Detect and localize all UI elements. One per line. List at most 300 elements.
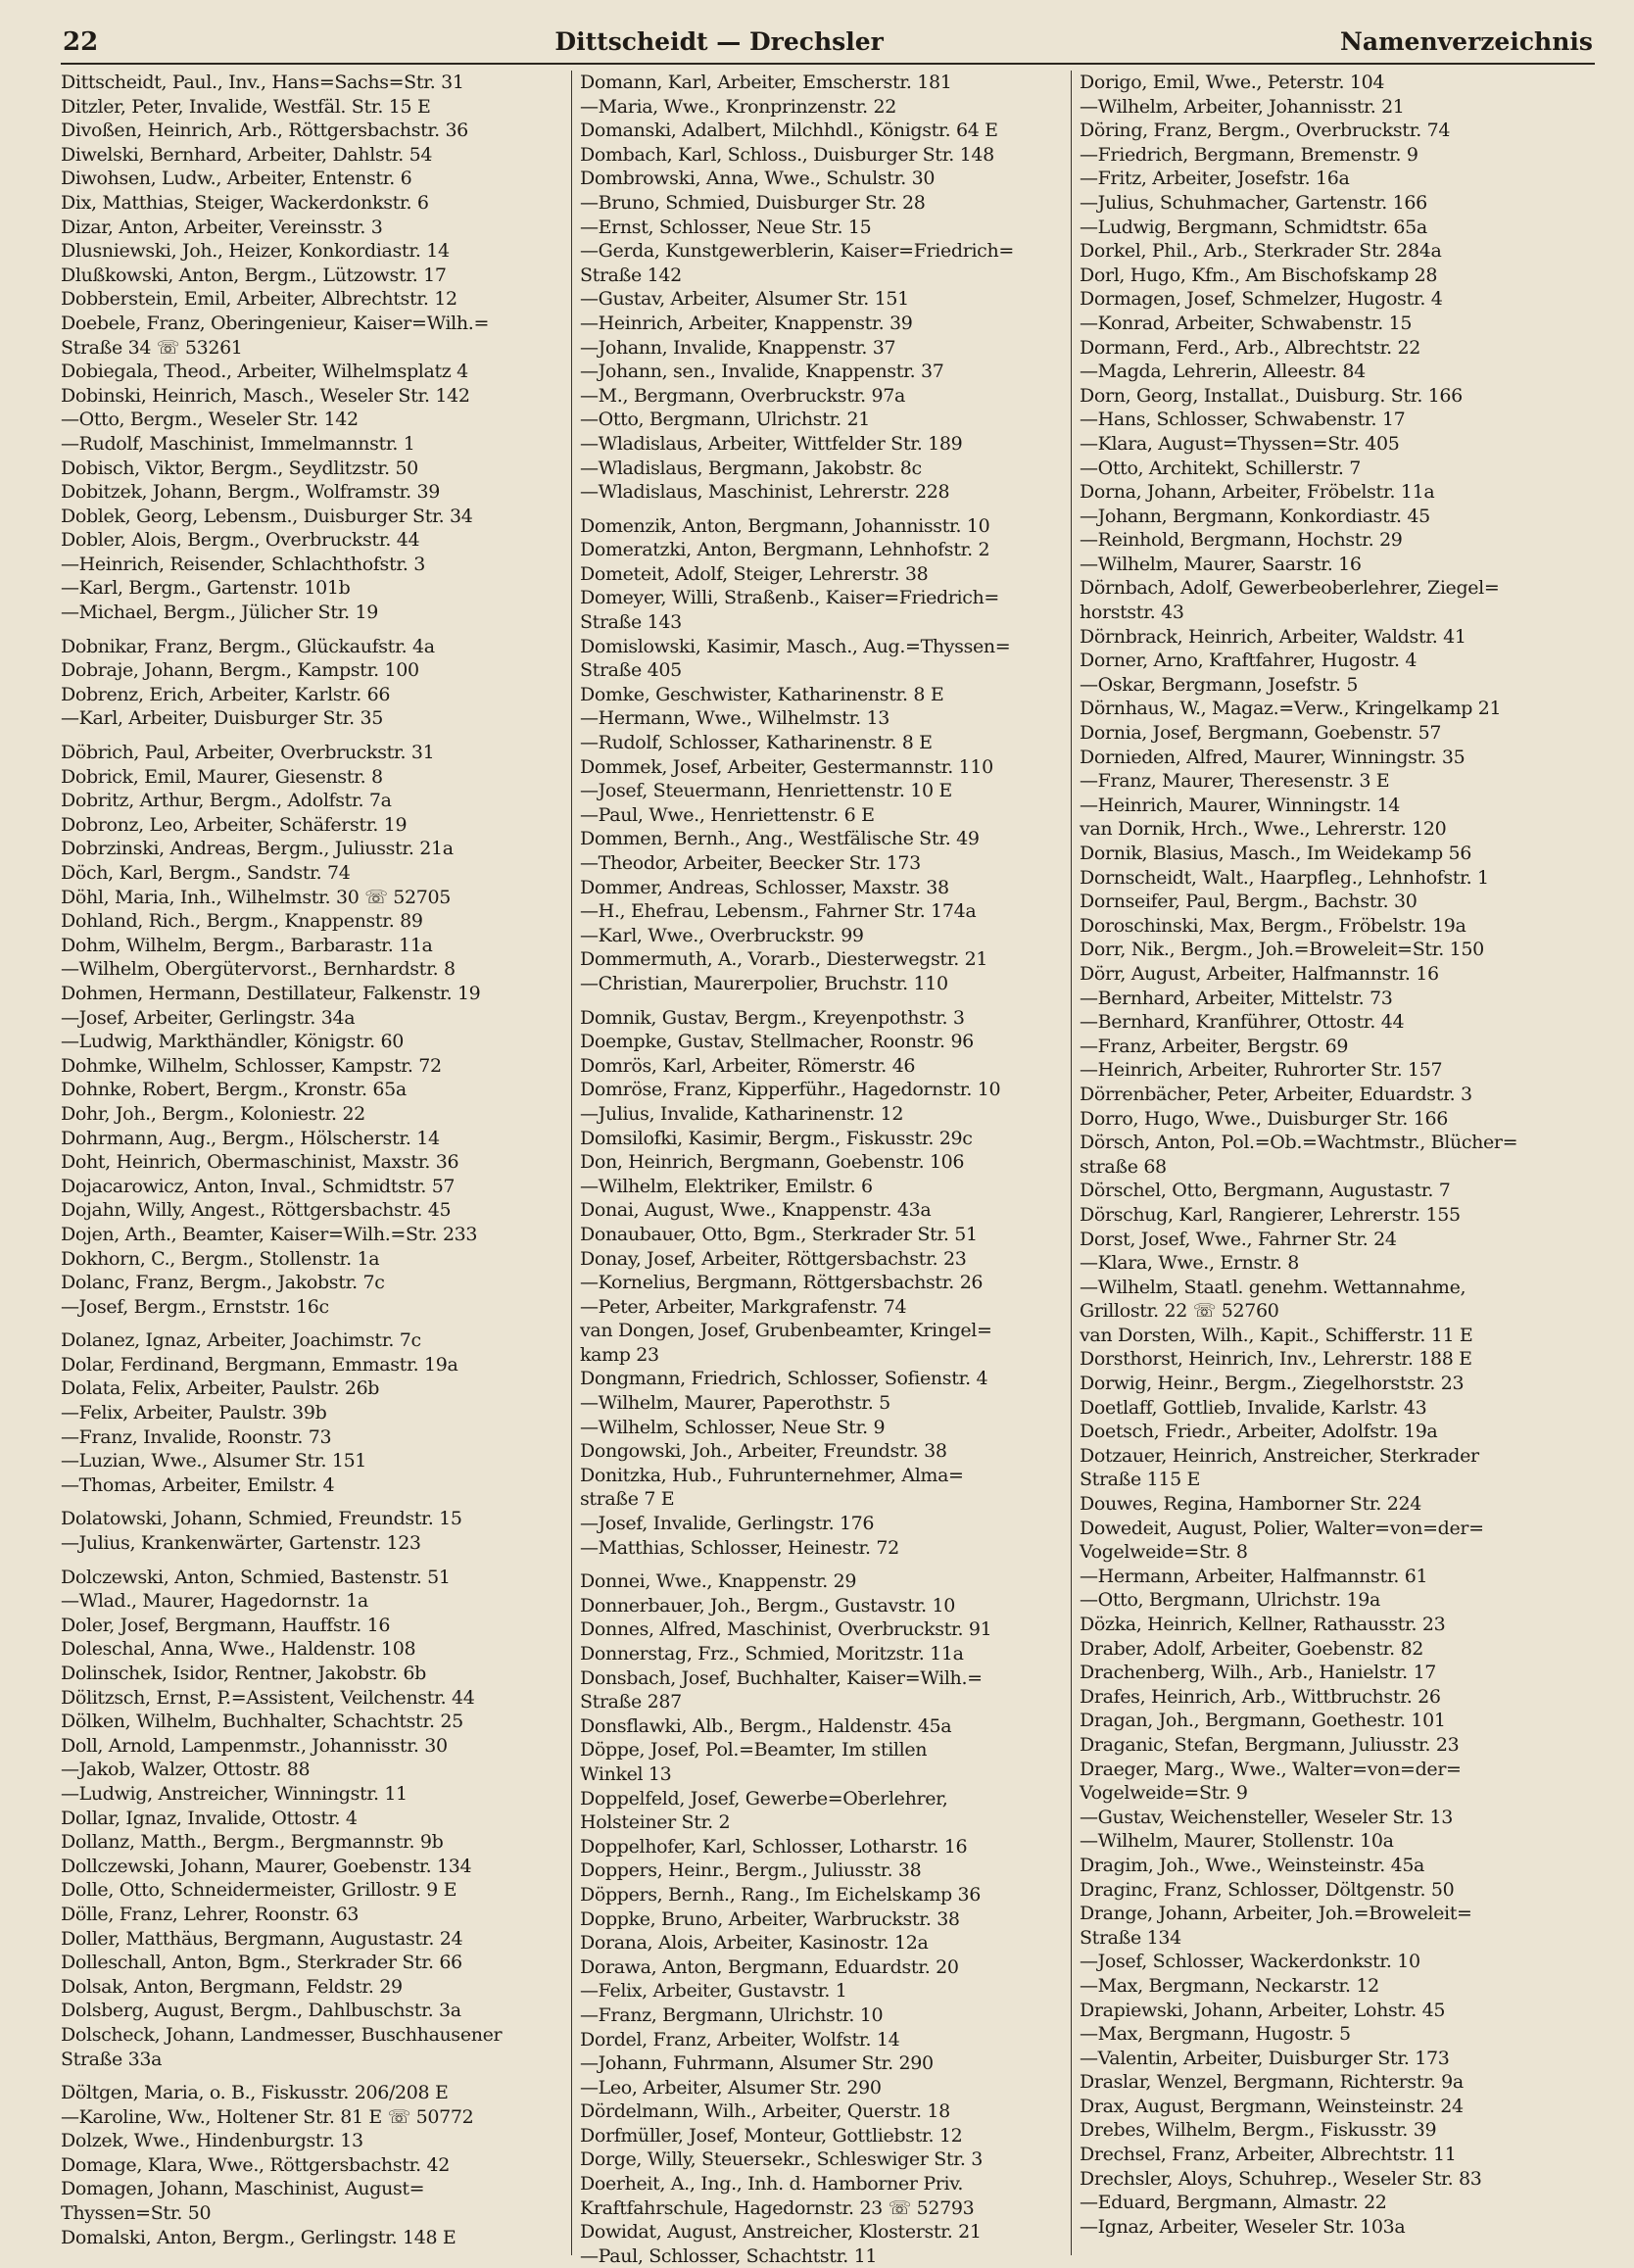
- directory-entry: [61, 1855, 567, 1879]
- directory-entry: [61, 837, 567, 861]
- entry-line: Dolzek, Wwe., Hindenburgstr. 13: [61, 2130, 363, 2152]
- entry-line: Dobrick, Emil, Maurer, Giesenstr. 8: [61, 765, 383, 788]
- directory-entry: [1080, 432, 1593, 457]
- directory-entry: [61, 408, 567, 432]
- entry-line: Dolatowski, Johann, Schmied, Freundstr. 15: [61, 1508, 462, 1530]
- directory-entry: [61, 143, 567, 168]
- entry-line: Dorge, Willy, Steuersekr., Schleswiger Str. 3: [580, 2148, 983, 2171]
- entry-line: —Heinrich, Maurer, Winningstr. 14: [1080, 794, 1400, 816]
- entry-line: Dorsthorst, Heinrich, Inv., Lehrerstr. 188 E: [1080, 1348, 1472, 1371]
- entry-line: —Wilhelm, Maurer, Stollenstr. 10a: [1080, 1830, 1394, 1853]
- entry-line: —Franz, Invalide, Roonstr. 73: [61, 1425, 332, 1448]
- entry-line: —Peter, Arbeiter, Markgrafenstr. 74: [580, 1295, 907, 1318]
- directory-entry: [61, 813, 567, 838]
- entry-line: Doerheit, A., Ing., Inh. d. Hamborner Priv.: [580, 2173, 964, 2196]
- directory-entry: [61, 1175, 567, 1199]
- entry-line: Dombrowski, Anna, Wwe., Schulstr. 30: [580, 168, 936, 190]
- directory-entry: [61, 1078, 567, 1102]
- directory-entry: [1080, 2070, 1593, 2095]
- directory-entry: [1080, 287, 1593, 312]
- directory-entry: [580, 143, 1067, 168]
- entry-line: Domeyer, Willi, Straßenb., Kaiser=Friedrich=: [580, 587, 999, 609]
- entry-line: —Felix, Arbeiter, Gustavstr. 1: [580, 1980, 847, 2003]
- entry-line: Domsilofki, Kasimir, Bergm., Fiskusstr. 29c: [580, 1127, 973, 1149]
- entry-line: Dörschel, Otto, Bergmann, Augustastr. 7: [1080, 1180, 1451, 1202]
- entry-line: Drapiewski, Johann, Arbeiter, Lohstr. 45: [1080, 1999, 1446, 2021]
- directory-entry: [61, 1150, 567, 1175]
- directory-entry: [1080, 167, 1593, 191]
- entry-line: Dorro, Hugo, Wwe., Duisburger Str. 166: [1080, 1107, 1448, 1130]
- entry-line: —Julius, Schuhmacher, Gartenstr. 166: [1080, 191, 1427, 214]
- entry-line: —Oskar, Bergmann, Josefstr. 5: [1080, 673, 1359, 696]
- directory-entry: [580, 191, 1067, 216]
- directory-entry: [580, 1078, 1067, 1102]
- directory-entry: [61, 1758, 567, 1782]
- page-number: 22: [63, 27, 99, 57]
- directory-entry: [61, 1030, 567, 1054]
- entry-line: Döhl, Maria, Inh., Wilhelmstr. 30 ☏ 52705: [61, 886, 452, 908]
- entry-line: Dommer, Andreas, Schlosser, Maxstr. 38: [580, 876, 949, 898]
- directory-entry: [61, 360, 567, 384]
- entry-line: —Christian, Maurerpolier, Bruchstr. 110: [580, 972, 948, 994]
- entry-line: Douwes, Regina, Hamborner Str. 224: [1080, 1493, 1421, 1516]
- entry-line: Dlusniewski, Joh., Heizer, Konkordiastr. 14: [61, 240, 450, 263]
- directory-entry: [580, 480, 1067, 505]
- directory-entry: [580, 972, 1067, 996]
- directory-entry: [580, 1054, 1067, 1079]
- entry-line: Dobisch, Viktor, Bergm., Seydlitzstr. 50: [61, 457, 418, 479]
- entry-line: Domalski, Anton, Bergm., Gerlingstr. 148 E: [61, 2226, 457, 2248]
- directory-entry: [580, 360, 1067, 384]
- directory-entry: [1080, 2167, 1593, 2192]
- entry-line: Dongmann, Friedrich, Schlosser, Sofienstr. 4: [580, 1368, 988, 1390]
- directory-entry: [1080, 1685, 1593, 1710]
- directory-entry: [580, 1883, 1067, 1907]
- directory-entry: [1080, 1806, 1593, 1830]
- entry-line: —Heinrich, Arbeiter, Ruhrorter Str. 157: [1080, 1059, 1443, 1082]
- directory-entry: [1080, 1420, 1593, 1444]
- directory-entry: [61, 683, 567, 707]
- entry-line: Don, Heinrich, Bergmann, Goebenstr. 106: [580, 1151, 965, 1174]
- directory-entry: [580, 1030, 1067, 1054]
- entry-line: Dommen, Bernh., Ang., Westfälische Str. 49: [580, 828, 980, 850]
- entry-line: Drechsler, Aloys, Schuhrep., Weseler Str. 83: [1080, 2167, 1482, 2190]
- directory-entry: [61, 167, 567, 191]
- directory-entry: [580, 1594, 1067, 1618]
- entry-line: —Johann, Invalide, Knappenstr. 37: [580, 336, 896, 359]
- directory-entry: [61, 957, 567, 982]
- directory-entry: [580, 803, 1067, 828]
- directory-entry: [61, 886, 567, 910]
- directory-entry: [580, 2244, 1067, 2268]
- directory-entry: [580, 1738, 1067, 1786]
- directory-entry: [1080, 1588, 1593, 1613]
- entry-line: —Karl, Arbeiter, Duisburger Str. 35: [61, 707, 383, 730]
- directory-entry: [1080, 1829, 1593, 1854]
- entry-line: —Julius, Krankenwärter, Gartenstr. 123: [61, 1532, 421, 1555]
- entry-line: Dorana, Alois, Arbeiter, Kasinostr. 12a: [580, 1932, 929, 1954]
- entry-line: —Hans, Schlosser, Schwabenstr. 17: [1080, 409, 1406, 431]
- entry-line: —Thomas, Arbeiter, Emilstr. 4: [61, 1473, 335, 1496]
- entry-line: Dörr, August, Arbeiter, Halfmannstr. 16: [1080, 962, 1439, 985]
- entry-line: Dolleschall, Anton, Bgm., Sterkrader Str. 66: [61, 1952, 462, 1974]
- directory-entry: [580, 1102, 1067, 1127]
- entry-line: Döch, Karl, Bergm., Sandstr. 74: [61, 862, 351, 884]
- entry-line: Domage, Klara, Wwe., Röttgersbachstr. 42: [61, 2153, 451, 2176]
- entry-line: Donay, Josef, Arbeiter, Röttgersbachstr. 23: [580, 1247, 967, 1270]
- entry-continuation: Straße 115 E: [1080, 1469, 1201, 1491]
- directory-entry: [580, 216, 1067, 240]
- entry-line: Draslar, Wenzel, Bergmann, Richterstr. 9a: [1080, 2071, 1464, 2094]
- entry-line: Diwelski, Bernhard, Arbeiter, Dahlstr. 54: [61, 143, 433, 166]
- entry-line: Doebele, Franz, Oberingenieur, Kaiser=Wilh.=: [61, 312, 490, 334]
- directory-entry: [61, 1975, 567, 2000]
- entry-line: —Karl, Bergm., Gartenstr. 101b: [61, 577, 351, 600]
- directory-entry: [1080, 2143, 1593, 2167]
- directory-entry: [1080, 528, 1593, 553]
- directory-entry: [1080, 2215, 1593, 2240]
- entry-line: —Wilhelm, Elektriker, Emilstr. 6: [580, 1175, 873, 1197]
- directory-entry: [61, 1102, 567, 1127]
- entry-line: —Heinrich, Arbeiter, Knappenstr. 39: [580, 312, 913, 334]
- directory-entry: [61, 1449, 567, 1473]
- entry-line: —Konrad, Arbeiter, Schwabenstr. 15: [1080, 312, 1413, 334]
- directory-entry: [1080, 312, 1593, 336]
- entry-line: Dörrenbächer, Peter, Arbeiter, Eduardstr. 3: [1080, 1083, 1472, 1105]
- directory-entry: [61, 1127, 567, 1151]
- entry-continuation: Straße 134: [1080, 1926, 1181, 1949]
- entry-line: Döppe, Josef, Pol.=Beamter, Im stillen: [580, 1739, 928, 1761]
- directory-entry: [580, 538, 1067, 562]
- entry-line: —Michael, Bergm., Jülicher Str. 19: [61, 602, 378, 624]
- entry-line: Dobrzinski, Andreas, Bergm., Juliusstr. 21a: [61, 838, 454, 860]
- entry-line: —Heinrich, Reisender, Schlachthofstr. 3: [61, 553, 426, 575]
- directory-entry: [1080, 1613, 1593, 1637]
- directory-entry: [61, 2177, 567, 2225]
- directory-entry: [1080, 1637, 1593, 1662]
- directory-entry: [580, 947, 1067, 972]
- entry-line: —H., Ehefrau, Lebensm., Fahrner Str. 174a: [580, 900, 977, 923]
- entry-line: Dowedeit, August, Polier, Walter=von=der=: [1080, 1517, 1484, 1539]
- entry-line: Doppelhofer, Karl, Schlosser, Lotharstr. 16: [580, 1835, 968, 1858]
- entry-continuation: Straße 34 ☏ 53261: [61, 336, 243, 359]
- directory-entry: [580, 1536, 1067, 1561]
- directory-entry: [61, 1830, 567, 1855]
- directory-entry: [61, 1710, 567, 1734]
- directory-entry: [1080, 842, 1593, 866]
- entry-line: Dombach, Karl, Schloss., Duisburger Str. 148: [580, 143, 994, 166]
- entry-line: Dörnbrack, Heinrich, Arbeiter, Waldstr. 41: [1080, 625, 1466, 648]
- entry-line: Dorkel, Phil., Arb., Sterkrader Str. 284a: [1080, 240, 1442, 263]
- entry-line: Domeratzki, Anton, Bergmann, Lehnhofstr. 2: [580, 539, 990, 561]
- directory-entry: [580, 408, 1067, 432]
- entry-line: —Franz, Bergmann, Ulrichstr. 10: [580, 2003, 884, 2026]
- entry-line: Dommermuth, A., Vorarb., Diesterwegstr. 21: [580, 948, 988, 971]
- entry-line: Dowidat, August, Anstreicher, Klosterstr. 21: [580, 2221, 982, 2244]
- directory-entry: [61, 1999, 567, 2023]
- directory-entry: [1080, 1179, 1593, 1203]
- directory-entry: [61, 601, 567, 625]
- directory-entry: [61, 2129, 567, 2153]
- directory-entry: [580, 2051, 1067, 2076]
- directory-entry: [61, 635, 567, 659]
- directory-entry: [580, 731, 1067, 755]
- directory-entry: [580, 457, 1067, 481]
- entry-line: —Bernhard, Kranführer, Ottostr. 44: [1080, 1011, 1405, 1034]
- entry-line: Dobrenz, Erich, Arbeiter, Karlstr. 66: [61, 683, 391, 705]
- entry-line: Domröse, Franz, Kipperführ., Hagedornstr. 10: [580, 1079, 1001, 1101]
- entry-line: —Karoline, Ww., Holtener Str. 81 E ☏ 50772: [61, 2105, 474, 2128]
- directory-entry: [580, 167, 1067, 191]
- directory-entry: [61, 457, 567, 481]
- entry-line: Dornia, Josef, Bergmann, Goebenstr. 57: [1080, 722, 1442, 745]
- directory-entry: [580, 1006, 1067, 1031]
- directory-entry: [580, 924, 1067, 948]
- entry-line: Dokhorn, C., Bergm., Stollenstr. 1a: [61, 1247, 380, 1270]
- entry-line: Doller, Matthäus, Bergmann, Augustastr. 24: [61, 1927, 463, 1950]
- entry-line: Dlußkowski, Anton, Bergm., Lützowstr. 17: [61, 264, 447, 286]
- directory-entry: [61, 239, 567, 264]
- entry-line: Dolinschek, Isidor, Rentner, Jakobstr. 6b: [61, 1663, 426, 1684]
- column-3: [1071, 71, 1593, 2255]
- entry-line: Dolczewski, Anton, Schmied, Bastenstr. 51: [61, 1566, 451, 1588]
- entry-line: —Max, Bergmann, Hugostr. 5: [1080, 2023, 1351, 2046]
- directory-entry: [580, 2172, 1067, 2220]
- directory-entry: [61, 982, 567, 1006]
- entry-line: Donnes, Alfred, Maschinist, Overbruckstr. 91: [580, 1618, 992, 1641]
- entry-line: Dölle, Franz, Lehrer, Roonstr. 63: [61, 1903, 360, 1925]
- entry-line: Dommek, Josef, Arbeiter, Gestermannstr. 110: [580, 755, 993, 778]
- entry-line: Doetsch, Friedr., Arbeiter, Adolfstr. 19a: [1080, 1421, 1438, 1443]
- directory-entry: [61, 658, 567, 683]
- directory-entry: [580, 2124, 1067, 2148]
- entry-line: —Ludwig, Bergmann, Schmidtstr. 65a: [1080, 216, 1427, 238]
- directory-entry: [1080, 866, 1593, 891]
- entry-line: Dobiegala, Theod., Arbeiter, Wilhelmsplatz 4: [61, 361, 468, 383]
- directory-entry: [580, 1464, 1067, 1512]
- directory-entry: [1080, 1107, 1593, 1132]
- entry-line: Dojahn, Willy, Angest., Röttgersbachstr. 45: [61, 1199, 452, 1222]
- entry-line: Doblek, Georg, Lebensm., Duisburger Str. 34: [61, 505, 473, 527]
- directory-entry: [1080, 1372, 1593, 1396]
- entry-gap: [580, 996, 1067, 1006]
- directory-entry: [580, 1617, 1067, 1642]
- directory-entry: [1080, 987, 1593, 1011]
- entry-line: Donnerbauer, Joh., Bergm., Gustavstr. 10: [580, 1594, 956, 1617]
- section-title: Namenverzeichnis: [1340, 27, 1593, 56]
- entry-line: —Rudolf, Schlosser, Katharinenstr. 8 E: [580, 732, 933, 754]
- directory-entry: [61, 384, 567, 409]
- directory-entry: [61, 1734, 567, 1759]
- entry-continuation: Straße 33a: [61, 2048, 163, 2070]
- entry-line: van Dornik, Hrch., Wwe., Lehrerstr. 120: [1080, 818, 1447, 841]
- entry-line: —Luzian, Wwe., Alsumer Str. 151: [61, 1450, 367, 1472]
- directory-entry: [61, 1295, 567, 1320]
- entry-line: —Hermann, Wwe., Wilhelmstr. 13: [580, 707, 890, 730]
- entry-line: van Dongen, Josef, Grubenbeamter, Kringel=: [580, 1320, 992, 1342]
- entry-line: Döbrich, Paul, Arbeiter, Overbruckstr. 31: [61, 742, 435, 764]
- entry-line: Domann, Karl, Arbeiter, Emscherstr. 181: [580, 72, 952, 93]
- entry-line: —Ludwig, Anstreicher, Winningstr. 11: [61, 1782, 408, 1805]
- directory-entry: [1080, 264, 1593, 288]
- entry-line: Dolanc, Franz, Bergm., Jakobstr. 7c: [61, 1272, 385, 1294]
- directory-entry: [1080, 143, 1593, 168]
- directory-entry: [61, 1927, 567, 1952]
- entry-line: Dolle, Otto, Schneidermeister, Grillostr. 9 E: [61, 1879, 457, 1902]
- entry-line: —Paul, Schlosser, Schachtstr. 11: [580, 2244, 878, 2267]
- directory-entry: [1080, 817, 1593, 842]
- entry-line: Dobinski, Heinrich, Masch., Weseler Str. 142: [61, 384, 470, 407]
- entry-line: —Johann, sen., Invalide, Knappenstr. 37: [580, 361, 944, 383]
- entry-gap: [61, 2071, 567, 2081]
- entry-line: —Josef, Schlosser, Wackerdonkstr. 10: [1080, 1951, 1420, 1973]
- directory-entry: [580, 2003, 1067, 2028]
- entry-line: Drax, August, Bergmann, Weinsteinstr. 24: [1080, 2095, 1464, 2117]
- entry-line: —Otto, Bergm., Weseler Str. 142: [61, 409, 359, 431]
- directory-entry: [580, 1714, 1067, 1739]
- entry-line: Dözka, Heinrich, Kellner, Rathausstr. 23: [1080, 1614, 1446, 1635]
- directory-entry: [580, 1835, 1067, 1859]
- directory-entry: [1080, 1999, 1593, 2023]
- entry-gap: [580, 1560, 1067, 1569]
- directory-entry: [1080, 1974, 1593, 1999]
- entry-line: Dobritz, Arthur, Bergm., Adolfstr. 7a: [61, 790, 392, 812]
- entry-line: —Gerda, Kunstgewerblerin, Kaiser=Friedrich=: [580, 240, 1014, 263]
- entry-line: Dorl, Hugo, Kfm., Am Bischofskamp 28: [1080, 264, 1438, 286]
- entry-line: —Josef, Invalide, Gerlingstr. 176: [580, 1513, 875, 1535]
- entry-line: Doppke, Bruno, Arbeiter, Warbruckstr. 38: [580, 1907, 960, 1930]
- directory-entry: [580, 514, 1067, 539]
- directory-entry: [61, 765, 567, 790]
- entry-line: Dörnbach, Adolf, Gewerbeoberlehrer, Ziegel=: [1080, 577, 1500, 600]
- directory-entry: [1080, 384, 1593, 409]
- entry-line: Dorwig, Heinr., Bergm., Ziegelhorststr. 23: [1080, 1373, 1465, 1395]
- entry-line: —Wilhelm, Arbeiter, Johannisstr. 21: [1080, 95, 1405, 118]
- entry-line: Dordel, Franz, Arbeiter, Wolfstr. 14: [580, 2028, 900, 2051]
- directory-entry: [1080, 576, 1593, 624]
- directory-entry: [61, 789, 567, 813]
- entry-line: Dohrmann, Aug., Bergm., Hölscherstr. 14: [61, 1127, 440, 1149]
- entry-line: —Gustav, Arbeiter, Alsumer Str. 151: [580, 288, 909, 311]
- entry-line: —Eduard, Bergmann, Almastr. 22: [1080, 2192, 1387, 2214]
- entry-line: Dördelmann, Wilh., Arbeiter, Querstr. 18: [580, 2100, 950, 2123]
- directory-entry: [1080, 1228, 1593, 1252]
- entry-line: Dörsch, Anton, Pol.=Ob.=Wachtmstr., Blücher=: [1080, 1132, 1518, 1154]
- directory-entry: [1080, 938, 1593, 962]
- entry-line: Dittscheidt, Paul., Inv., Hans=Sachs=Str. 31: [61, 72, 464, 93]
- directory-entry: [580, 1198, 1067, 1223]
- directory-entry: [61, 216, 567, 240]
- entry-line: Donaubauer, Otto, Bgm., Sterkrader Str. 51: [580, 1223, 978, 1245]
- entry-line: Dobronz, Leo, Arbeiter, Schäferstr. 19: [61, 813, 408, 836]
- entry-line: Dornieden, Alfred, Maurer, Winningstr. 35: [1080, 746, 1466, 768]
- entry-line: —Karl, Wwe., Overbruckstr. 99: [580, 924, 864, 946]
- entry-line: —Friedrich, Bergmann, Bremenstr. 9: [1080, 143, 1418, 166]
- entry-continuation: Thyssen=Str. 50: [61, 2202, 212, 2225]
- entry-line: —Wladislaus, Bergmann, Jakobstr. 8c: [580, 457, 922, 479]
- entry-line: Doppers, Heinr., Bergm., Juliusstr. 38: [580, 1859, 922, 1882]
- directory-entry: [580, 1295, 1067, 1320]
- entry-line: Donsbach, Josef, Buchhalter, Kaiser=Wilh.=: [580, 1666, 983, 1689]
- directory-entry: [61, 1951, 567, 1975]
- entry-line: Dorfmüller, Josef, Monteur, Gottliebstr. 12: [580, 2124, 963, 2147]
- directory-entry: [1080, 1324, 1593, 1348]
- entry-line: Drafes, Heinrich, Arb., Wittbruchstr. 26: [1080, 1685, 1441, 1708]
- directory-entry: [1080, 336, 1593, 361]
- entry-line: —Valentin, Arbeiter, Duisburger Str. 173: [1080, 2047, 1450, 2069]
- directory-entry: [580, 1642, 1067, 1666]
- directory-entry: [1080, 1035, 1593, 1059]
- directory-entry: [1080, 1565, 1593, 1589]
- entry-line: Domagen, Johann, Maschinist, August=: [61, 2178, 425, 2200]
- entry-continuation: straße 7 E: [580, 1488, 675, 1511]
- directory-entry: [1080, 2022, 1593, 2047]
- entry-line: —Magda, Lehrerin, Alleestr. 84: [1080, 361, 1366, 383]
- directory-entry: [1080, 1444, 1593, 1492]
- entry-line: —Wilhelm, Maurer, Saarstr. 16: [1080, 553, 1362, 575]
- directory-entry: [1080, 505, 1593, 529]
- entry-line: Döltgen, Maria, o. B., Fiskusstr. 206/208 E: [61, 2082, 449, 2104]
- entry-line: Dragan, Joh., Bergmann, Goethestr. 101: [1080, 1710, 1446, 1732]
- entry-line: Doleschal, Anna, Wwe., Haldenstr. 108: [61, 1638, 416, 1661]
- directory-entry: [1080, 1276, 1593, 1324]
- directory-entry: [61, 1686, 567, 1711]
- directory-entry: [61, 1198, 567, 1223]
- entry-line: Dorst, Josef, Wwe., Fahrner Str. 24: [1080, 1228, 1397, 1250]
- entry-continuation: Straße 143: [580, 611, 682, 634]
- directory-entry: [580, 586, 1067, 634]
- entry-line: —Reinhold, Bergmann, Hochstr. 29: [1080, 529, 1403, 552]
- directory-entry: [1080, 119, 1593, 143]
- directory-entry: [580, 2028, 1067, 2052]
- directory-entry: [61, 191, 567, 216]
- directory-entry: [1080, 2047, 1593, 2071]
- directory-entry: [1080, 1854, 1593, 1878]
- entry-line: Drange, Johann, Arbeiter, Joh.=Broweleit=: [1080, 1903, 1472, 1925]
- directory-entry: [61, 1401, 567, 1425]
- entry-continuation: Vogelweide=Str. 8: [1080, 1541, 1248, 1564]
- directory-entry: [61, 480, 567, 505]
- directory-entry: [61, 1507, 567, 1531]
- entry-line: Dolanez, Ignaz, Arbeiter, Joachimstr. 7c: [61, 1329, 421, 1352]
- entry-line: Draganic, Stefan, Bergmann, Juliusstr. 23: [1080, 1733, 1460, 1756]
- directory-entry: [1080, 191, 1593, 216]
- directory-entry: [1080, 1733, 1593, 1758]
- entry-gap: [61, 625, 567, 635]
- directory-entry: [580, 312, 1067, 336]
- directory-entry: [1080, 480, 1593, 505]
- directory-entry: [1080, 1661, 1593, 1685]
- directory-entry: [580, 1569, 1067, 1594]
- directory-entry: [1080, 360, 1593, 384]
- entry-line: Dörschug, Karl, Rangierer, Lehrerstr. 155: [1080, 1203, 1461, 1226]
- directory-entry: [61, 1328, 567, 1353]
- entry-line: Dölken, Wilhelm, Buchhalter, Schachtstr. 25: [61, 1711, 463, 1733]
- directory-entry: [580, 1223, 1067, 1247]
- entry-line: Dorn, Georg, Installat., Duisburg. Str. 166: [1080, 384, 1463, 407]
- entry-line: —Paul, Wwe., Henriettenstr. 6 E: [580, 803, 875, 826]
- entry-line: —Klara, Wwe., Ernstr. 8: [1080, 1252, 1299, 1275]
- directory-entry: [61, 2081, 567, 2105]
- entry-continuation: Holsteiner Str. 2: [580, 1811, 731, 1834]
- entry-line: Dornseifer, Paul, Bergm., Bachstr. 30: [1080, 891, 1418, 913]
- entry-line: Dohmen, Hermann, Destillateur, Falkenstr. 19: [61, 982, 481, 1004]
- directory-entry: [1080, 914, 1593, 939]
- entry-line: Doler, Josef, Bergmann, Hauffstr. 16: [61, 1614, 391, 1636]
- entry-line: Dojacarowicz, Anton, Inval., Schmidtstr. 57: [61, 1175, 456, 1197]
- directory-entry: [61, 706, 567, 731]
- directory-entry: [580, 2220, 1067, 2244]
